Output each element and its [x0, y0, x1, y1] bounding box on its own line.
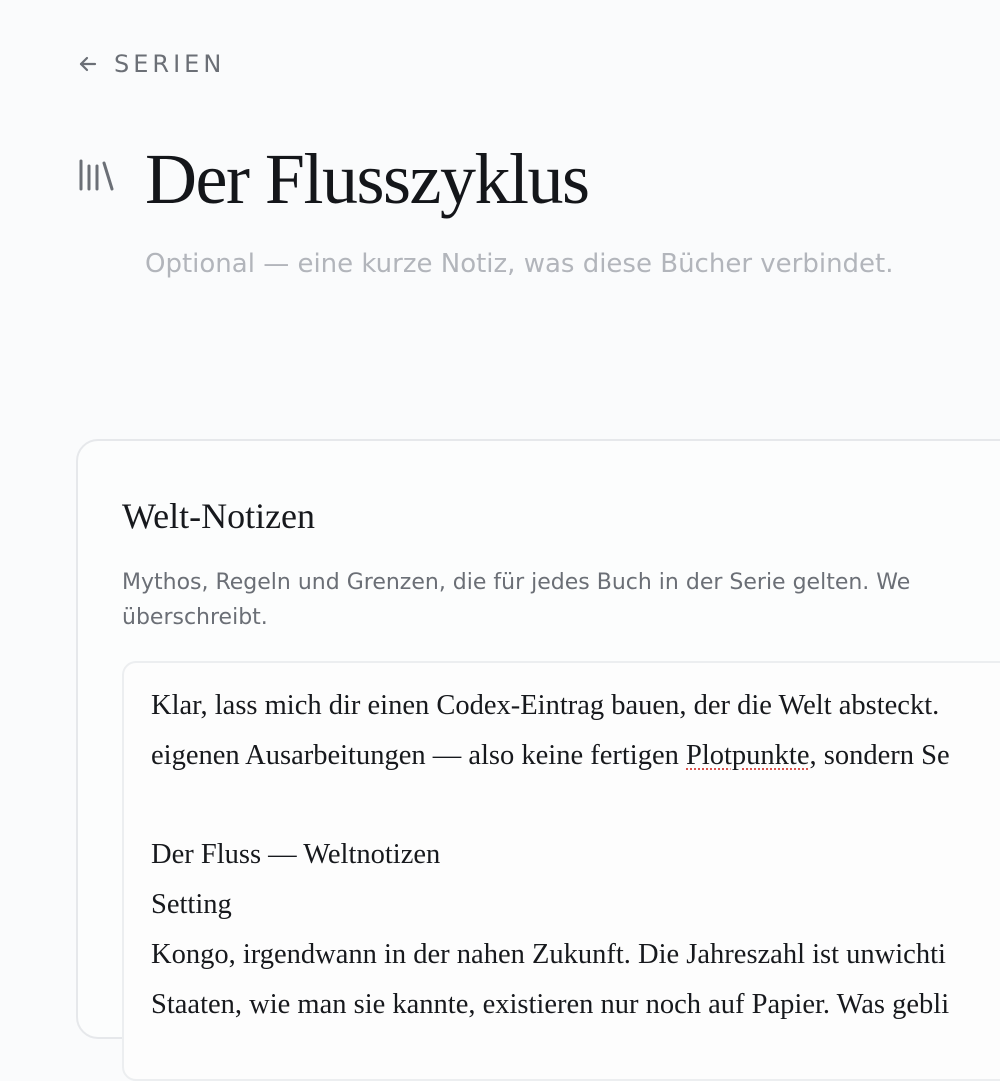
arrow-left-icon — [78, 54, 98, 74]
editor-line: Setting — [151, 889, 232, 921]
editor-line: Klar, lass mich dir einen Codex-Eintrag bauen, der die Welt absteckt. — [151, 690, 940, 721]
back-to-series-link[interactable] — [78, 50, 225, 78]
back-link-label: SERIEN — [114, 50, 226, 78]
world-notes-description — [122, 565, 1000, 635]
world-notes-card — [76, 439, 1000, 1039]
spellcheck-flagged-word[interactable]: Plotpunkte — [686, 739, 810, 771]
series-title[interactable]: Der Flusszyklus — [145, 139, 589, 219]
editor-blank-line — [151, 781, 950, 831]
editor-text-segment: eigenen Ausarbeitungen — also keine fertigen — [151, 739, 686, 771]
editor-line: Staaten, wie man sie kannte, existieren nur noch auf Papier. Was gebli — [151, 988, 950, 1020]
world-notes-description-line-2: überschreibt. — [122, 605, 268, 630]
world-notes-editor-content — [151, 681, 950, 1030]
editor-line: Kongo, irgendwann in der nahen Zukunft. Die Jahreszahl ist unwichti — [151, 938, 946, 970]
editor-text-segment: , sondern Se — [809, 739, 950, 771]
world-notes-description-line-1: Mythos, Regeln und Grenzen, die für jedes Buch in der Serie gelten. We — [122, 570, 911, 595]
library-icon — [78, 158, 116, 192]
editor-line: Der Fluss — Weltnotizen — [151, 839, 441, 871]
world-notes-title: Welt-Notizen — [122, 496, 316, 536]
world-notes-editor[interactable] — [122, 661, 1000, 1081]
editor-line — [151, 731, 950, 781]
series-note-input[interactable]: Optional — eine kurze Notiz, was diese Bücher verbindet. — [145, 249, 894, 279]
